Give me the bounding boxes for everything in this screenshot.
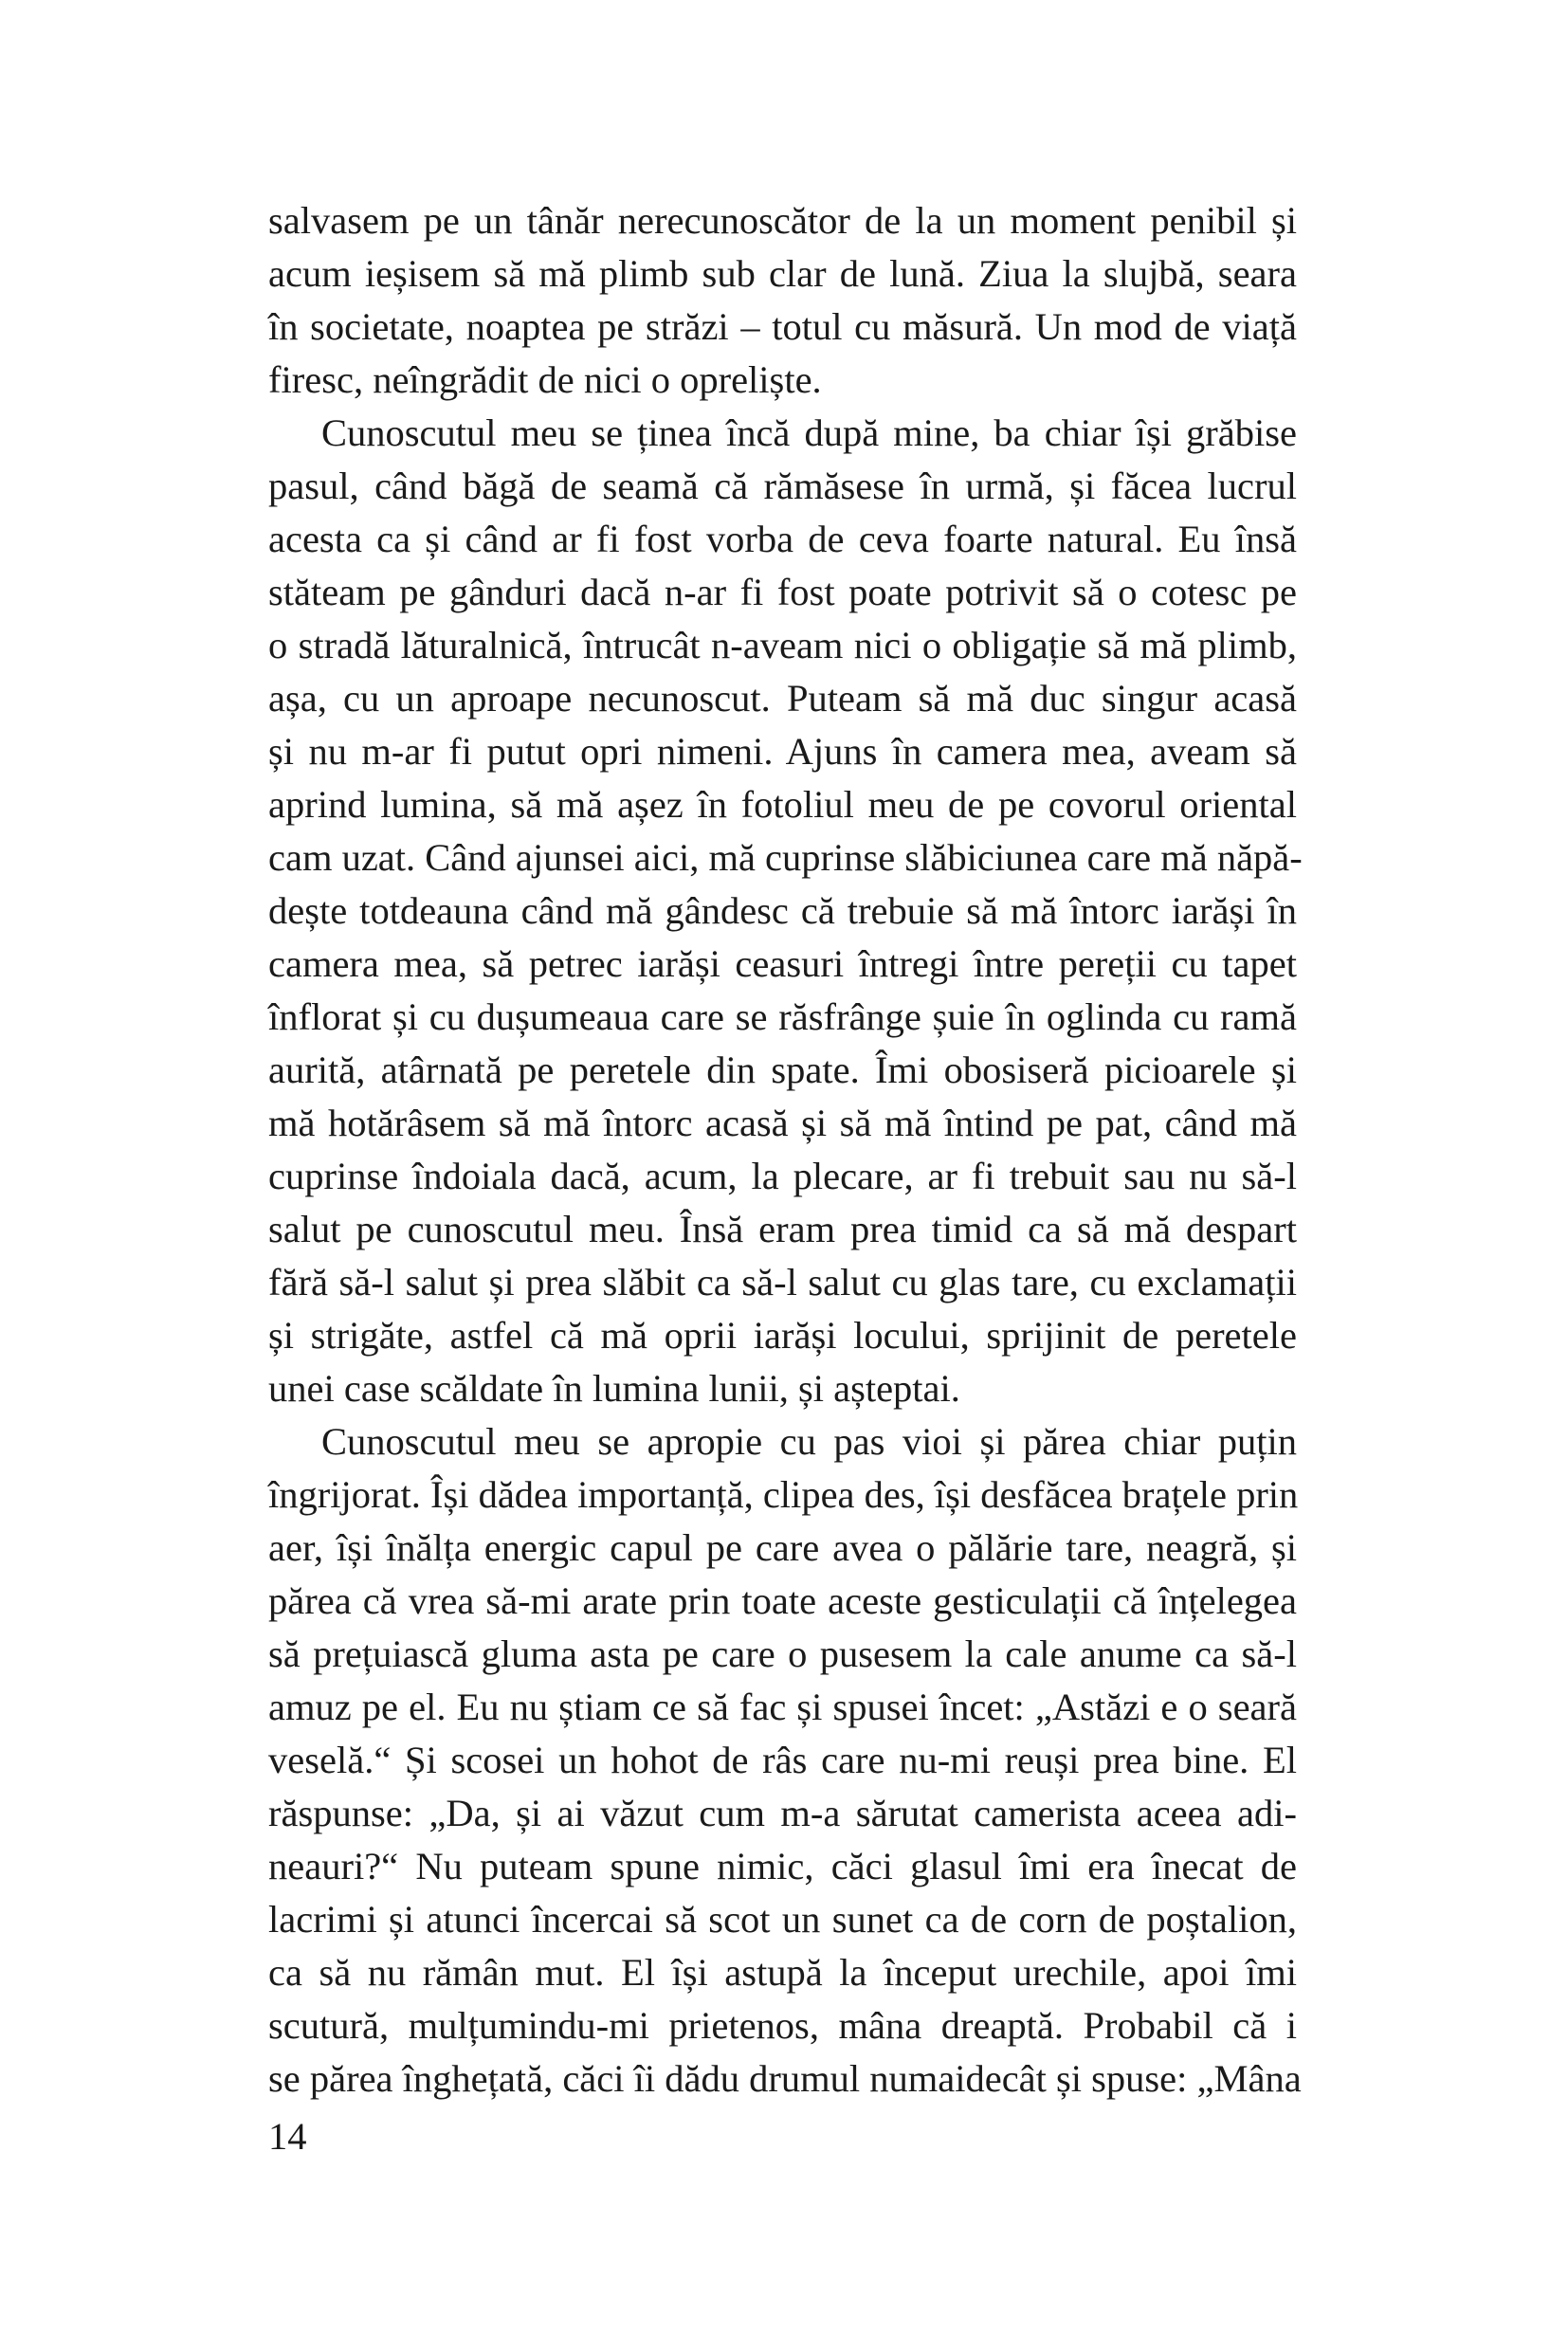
text-line: îngrijorat. Își dădea importanță, clipea des, își desfăcea brațele prin xyxy=(268,1473,1299,1516)
text-line: ca să nu rămân mut. El își astupă la început urechile, apoi îmi xyxy=(268,1951,1297,1994)
text-line: mă hotărâsem să mă întorc acasă și să mă întind pe pat, când mă xyxy=(268,1102,1297,1144)
paragraph xyxy=(268,194,1297,407)
text-line: cuprinse îndoiala dacă, acum, la plecare, ar fi trebuit sau nu să-l xyxy=(268,1155,1297,1197)
text-line: răspunse: „Da, și ai văzut cum m-a sărutat camerista aceea adi- xyxy=(268,1792,1297,1834)
text-line: veselă.“ Și scosei un hohot de râs care nu-mi reuși prea bine. El xyxy=(268,1739,1297,1781)
text-line: acesta ca și când ar fi fost vorba de ceva foarte natural. Eu însă xyxy=(268,518,1297,560)
text-line: salvasem pe un tânăr nerecunoscător de la un moment penibil și xyxy=(268,199,1297,242)
paragraph xyxy=(268,407,1303,1415)
text-line: lacrimi și atunci încercai să scot un sunet ca de corn de poștalion, xyxy=(268,1898,1297,1941)
paragraph xyxy=(268,1415,1302,2106)
text-line: firesc, neîngrădit de nici o opreliște. xyxy=(268,358,822,401)
text-line: scutură, mulțumindu-mi prietenos, mâna dreaptă. Probabil că i xyxy=(268,2004,1297,2047)
text-line: în societate, noaptea pe străzi – totul cu măsură. Un mod de viață xyxy=(268,305,1297,348)
text-line: aurită, atârnată pe peretele din spate. Îmi obosiseră picioarele și xyxy=(268,1048,1297,1091)
text-line: stăteam pe gânduri dacă n-ar fi fost poate potrivit să o cotesc pe xyxy=(268,571,1297,613)
text-line: și nu m-ar fi putut opri nimeni. Ajuns în camera mea, aveam să xyxy=(268,730,1297,773)
text-line: cam uzat. Când ajunsei aici, mă cuprinse slăbiciunea care mă năpă- xyxy=(268,836,1303,879)
text-line: așa, cu un aproape necunoscut. Puteam să mă duc singur acasă xyxy=(268,677,1297,720)
text-line: unei case scăldate în lumina lunii, și așteptai. xyxy=(268,1367,960,1410)
text-line: camera mea, să petrec iarăși ceasuri întregi între pereții cu tapet xyxy=(268,942,1297,985)
page-number: 14 xyxy=(268,2115,307,2158)
text-line: aer, își înălța energic capul pe care avea o pălărie tare, neagră, și xyxy=(268,1526,1297,1569)
text-line: Cunoscutul meu se ținea încă după mine, ba chiar își grăbise xyxy=(321,411,1297,454)
text-line: salut pe cunoscutul meu. Însă eram prea timid ca să mă despart xyxy=(268,1208,1297,1250)
text-line: neauri?“ Nu puteam spune nimic, căci glasul îmi era înecat de xyxy=(268,1845,1297,1887)
text-line: să prețuiască gluma asta pe care o pusesem la cale anume ca să-l xyxy=(268,1632,1297,1675)
text-line: aprind lumina, să mă așez în fotoliul meu de pe covorul oriental xyxy=(268,783,1297,826)
text-line: Cunoscutul meu se apropie cu pas vioi și părea chiar puțin xyxy=(321,1420,1297,1463)
text-line: părea că vrea să-mi arate prin toate aceste gesticulații că înțelegea xyxy=(268,1579,1297,1622)
text-line: înflorat și cu dușumeaua care se răsfrânge șuie în oglinda cu ramă xyxy=(268,995,1297,1038)
text-line: pasul, când băgă de seamă că rămăsese în urmă, și făcea lucrul xyxy=(268,465,1297,507)
text-line: dește totdeauna când mă gândesc că trebuie să mă întorc iarăși în xyxy=(268,889,1297,932)
body-text xyxy=(268,194,1303,2106)
text-line: amuz pe el. Eu nu știam ce să fac și spusei încet: „Astăzi e o seară xyxy=(268,1686,1297,1728)
text-line: se părea înghețată, căci îi dădu drumul numaidecât și spuse: „Mâna xyxy=(268,2057,1302,2100)
text-line: acum ieșisem să mă plimb sub clar de lună. Ziua la slujbă, seara xyxy=(268,252,1297,295)
text-line: fără să-l salut și prea slăbit ca să-l salut cu glas tare, cu exclamații xyxy=(268,1261,1297,1304)
text-line: și strigăte, astfel că mă oprii iarăși locului, sprijinit de peretele xyxy=(268,1314,1297,1357)
text-line: o stradă lăturalnică, întrucât n-aveam nici o obligație să mă plimb, xyxy=(268,624,1297,666)
